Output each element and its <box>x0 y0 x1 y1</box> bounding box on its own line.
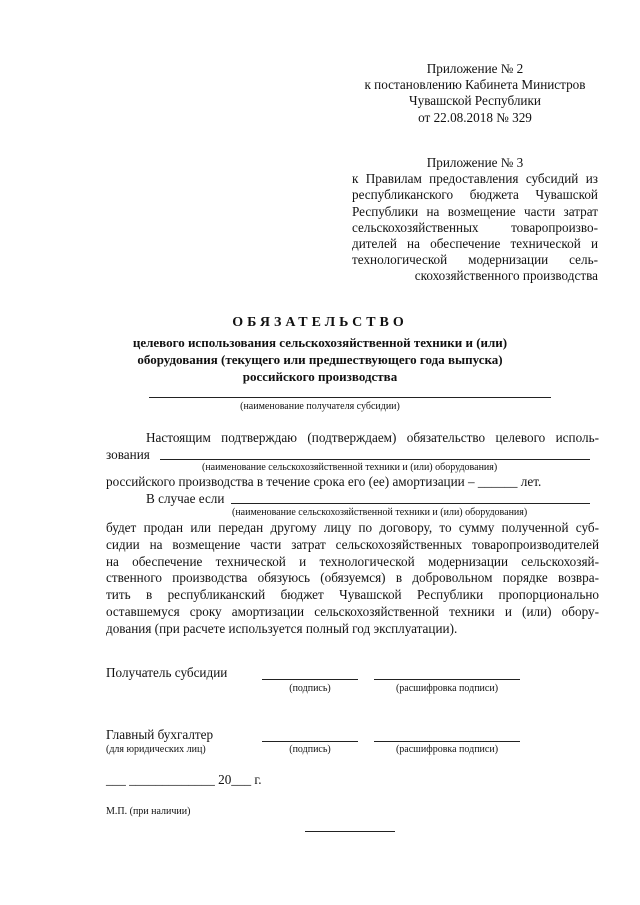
annex-3-line: Республики на возмещение части затрат <box>352 203 598 219</box>
accountant-signature-caption: (подпись) <box>289 744 331 755</box>
stamp-note: М.П. (при наличии) <box>106 806 191 817</box>
paragraph-2-line: оставшемуся сроку амортизации сельскохозяйственной техники и (или) обору- <box>106 603 599 619</box>
annex-3-line: сельскохозяйственных товаропроизво- <box>352 219 598 235</box>
paragraph-2-line: тить в республиканский бюджет Чувашской Республики пропорционально <box>106 587 599 603</box>
annex-2-line: к постановлению Кабинета Министров <box>364 77 586 93</box>
recipient-decoding-caption: (расшифровка подписи) <box>395 683 499 694</box>
annex-2-line: Чувашской Республики <box>409 93 541 109</box>
annex-3-line: скохозяйственного производства <box>414 268 598 284</box>
accountant-decoding-caption: (расшифровка подписи) <box>395 744 499 755</box>
accountant-decoding-field[interactable] <box>374 741 520 742</box>
date-field[interactable]: ___ _____________ 20___ г. <box>106 772 262 787</box>
paragraph-1-line-1: Настоящим подтверждаю (подтверждаем) обязательство целевого исполь- <box>146 430 599 445</box>
annex-3-title: Приложение № 3 <box>426 155 524 170</box>
recipient-name-caption: (наименование получателя субсидии) <box>240 401 400 412</box>
recipient-signature-field[interactable] <box>262 679 358 680</box>
accountant-signature-field[interactable] <box>262 741 358 742</box>
document-title: ОБЯЗАТЕЛЬСТВО <box>232 315 408 330</box>
footer-divider <box>305 831 395 832</box>
annex-2-line: Приложение № 2 <box>426 61 524 76</box>
paragraph-2-line: сидии на возмещение части затрат сельскохозяйственных товаропроизводителей <box>106 536 599 552</box>
annex-3-line: дителей на обеспечение технической и <box>352 235 598 251</box>
equipment-name-field-1[interactable] <box>160 459 590 460</box>
equipment-name-caption-2: (наименование сельскохозяйственной техники и (или) оборудования) <box>232 507 528 518</box>
annex-2-header <box>352 61 598 126</box>
paragraph-2-line: на обеспечение технической и технологической модернизации сельскохозяй- <box>106 553 599 569</box>
paragraph-2-body <box>106 520 599 638</box>
accountant-label: Главный бухгалтер <box>106 727 214 742</box>
paragraph-2-line: будет продан или передан другому лицу по договору, то сумму полученной суб- <box>106 520 599 535</box>
paragraph-2-line: дования (при расчете используется полный год эксплуатации). <box>106 620 458 636</box>
equipment-name-field-2[interactable] <box>231 503 590 504</box>
paragraph-1-line-3: российского производства в течение срока его (ее) амортизации – ______ лет. <box>106 474 542 489</box>
paragraph-2-line: ственного производства обязуюсь (обязуемся) в добровольном порядке возвра- <box>106 570 599 586</box>
annex-3-line: технологической модернизации сель- <box>352 252 598 268</box>
equipment-name-caption-1: (наименование сельскохозяйственной техники и (или) оборудования) <box>202 462 498 473</box>
accountant-note: (для юридических лиц) <box>106 744 206 755</box>
annex-3-line: к Правилам предоставления субсидий из <box>352 171 598 187</box>
annex-2-line: от 22.08.2018 № 329 <box>418 109 532 125</box>
recipient-label: Получатель субсидии <box>106 665 228 680</box>
recipient-decoding-field[interactable] <box>374 679 520 680</box>
document-subtitle-line-1: целевого использования сельскохозяйственной техники и (или) <box>132 335 508 350</box>
recipient-signature-caption: (подпись) <box>289 683 331 694</box>
paragraph-1-line-2-start: зования <box>106 447 150 462</box>
paragraph-2-start: В случае если <box>146 491 225 506</box>
annex-3-header <box>352 155 598 285</box>
document-subtitle-line-2: оборудования (текущего или предшествующего года выпуска) <box>137 352 503 367</box>
recipient-name-field[interactable] <box>149 397 551 398</box>
document-subtitle-line-3: российского производства <box>242 369 398 384</box>
annex-3-line: республиканского бюджета Чувашской <box>352 187 598 203</box>
